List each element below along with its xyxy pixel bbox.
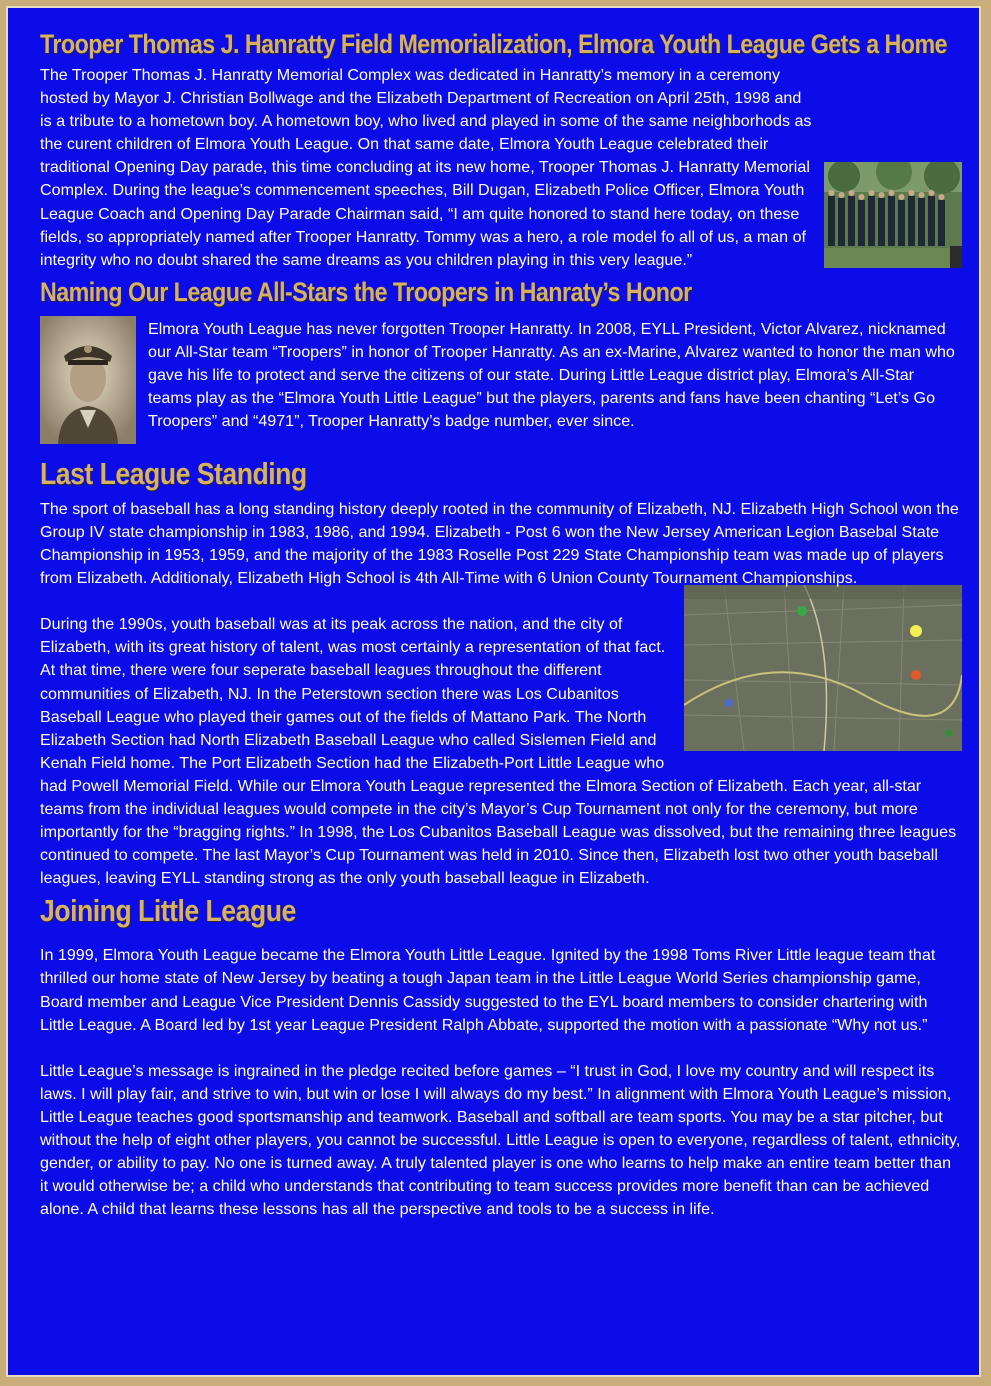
article	[40, 28, 962, 1221]
section-paragraph: During the 1990s, youth baseball was at its peak across the nation, and the city of Elizabeth, with its great history of talent, was most certainly a representation of that fact. At that time, there were four seperate baseball leagues throughout the different communities of Elizabeth, NJ. In the Peterstown section there was Los Cubanitos Baseball League who played their games out of the fields of Mattano Park. The North Elizabeth Section had North Elizabeth Baseball League who called Sislemen Field and Kenah Field home. The Port Elizabeth Section had the Elizabeth-Port Little League who had Powell Memorial Field. While our Elmora Youth League represented the Elmora Section of Elizabeth. Each year, all-star teams from the individual leagues would compete in the city’s Mayor’s Cup Tournament not only for the ceremony, but more importantly for the “bragging rights.” In 1998, the Los Cubanitos Baseball League was dissolved, but the remaining three leagues continued to compete. The last Mayor’s Cup Tournament was held in 2010. Since then, Elizabeth lost two other youth baseball leagues, leaving EYLL standing strong as the only youth baseball league in Elizabeth.	[40, 615, 957, 888]
elizabeth-map-image	[684, 585, 962, 751]
section-heading-all-stars-troopers: Naming Our League All-Stars the Troopers in Hanraty’s Honor	[40, 276, 692, 307]
section-paragraph: In 1999, Elmora Youth League became the Elmora Youth Little League. Ignited by the 1998 Toms River Little league team that thrilled our home state of New Jersey by beating a tough Japan team in the Little League World Series championship game, Board member and League Vice President Dennis Cassidy suggested to the EYL board members to consider chartering with Little League. A Board led by 1st year League President Ralph Abbate, supported the motion with a passionate “Why not us.”	[40, 946, 936, 1034]
section-paragraph: The Trooper Thomas J. Hanratty Memorial Complex was dedicated in Hanratty’s memory in a ceremony hosted by Mayor J. Christian Bollwage and the Elizabeth Department of Recreation on April 25th, 1998 and is a tribute to a hometown boy. A hometown boy, who lived and played in some of the same neighborhods as the curent children of Elmora Youth League. On that same date, Elmora Youth League celebrated their traditional Opening Day parade, this time concluding at its new home, Trooper Thomas J. Hanratty Memorial Complex. During the league’s commencement speeches, Bill Dugan, Elizabeth Police Officer, Elmora Youth League Coach and Opening Day Parade Chairman said, “I am quite honored to stand here today, on these fields, so appropriately named after Trooper Hanratty. Tommy was a hero, a role model fo all of us, a man of integrity who no doubt shared the same dreams as you children playing in this very league.”	[40, 66, 812, 269]
section-heading-joining-little-league: Joining Little League	[40, 893, 296, 929]
section-heading-last-league-standing: Last League Standing	[40, 455, 307, 491]
section-paragraph: The sport of baseball has a long standing history deeply rooted in the community of Elizabeth, NJ. Elizabeth High School won the Group IV state championship in 1983, 1986, and 1994. Elizabeth - Post 6 won the New Jersey American Legion Basebal State Championship in 1953, 1959, and the majority of the 1983 Roselle Post 229 State Championship team was made up of players from Elizabeth. Additionaly, Elizabeth High School is 4th All-Time with 6 Union County Tournament Championships.	[40, 499, 959, 588]
page	[6, 6, 981, 1377]
section-heading-field-memorialization: Trooper Thomas J. Hanratty Field Memorialization, Elmora Youth League Gets a Home	[40, 29, 947, 59]
section-paragraph: Little League’s message is ingrained in the pledge recited before games – “I trust in God, I love my country and will respect its laws. I will play fair, and strive to win, but win or lose I will always do my best.” In alignment with Elmora Youth League’s mission, Little League teaches good sportsmanship and teamwork. Baseball and softball are team sports. You may be a star pitcher, but without the help of eight other players, you cannot be successful. Little League is open to everyone, regardless of talent, ethnicity, gender, or ability to pay. No one is turned away. A truly talented player is one who learns to help make an entire team better than it would otherwise be; a child who understands that contributing to team success provides more benefit than can be achieved alone. A child that learns these lessons has all the perspective and tools to be a success in life.	[40, 1061, 961, 1219]
section-paragraph: Elmora Youth League has never forgotten Trooper Hanratty. In 2008, EYLL President, Victor Alvarez, nicknamed our All-Star team “Troopers” in honor of Trooper Hanratty. As an ex-Marine, Alvarez wanted to honor the man who gave his life to protect and serve the citizens of our state. During Little League district play, Elmora’s All-Star teams play as the “Elmora Youth Little League” but the players, parents and fans have been chanting “Let’s Go Troopers” and “4971”, Trooper Hanratty’s badge number, ever since.	[148, 319, 955, 431]
police-formation-photo	[824, 162, 962, 268]
trooper-portrait-photo	[40, 316, 136, 444]
